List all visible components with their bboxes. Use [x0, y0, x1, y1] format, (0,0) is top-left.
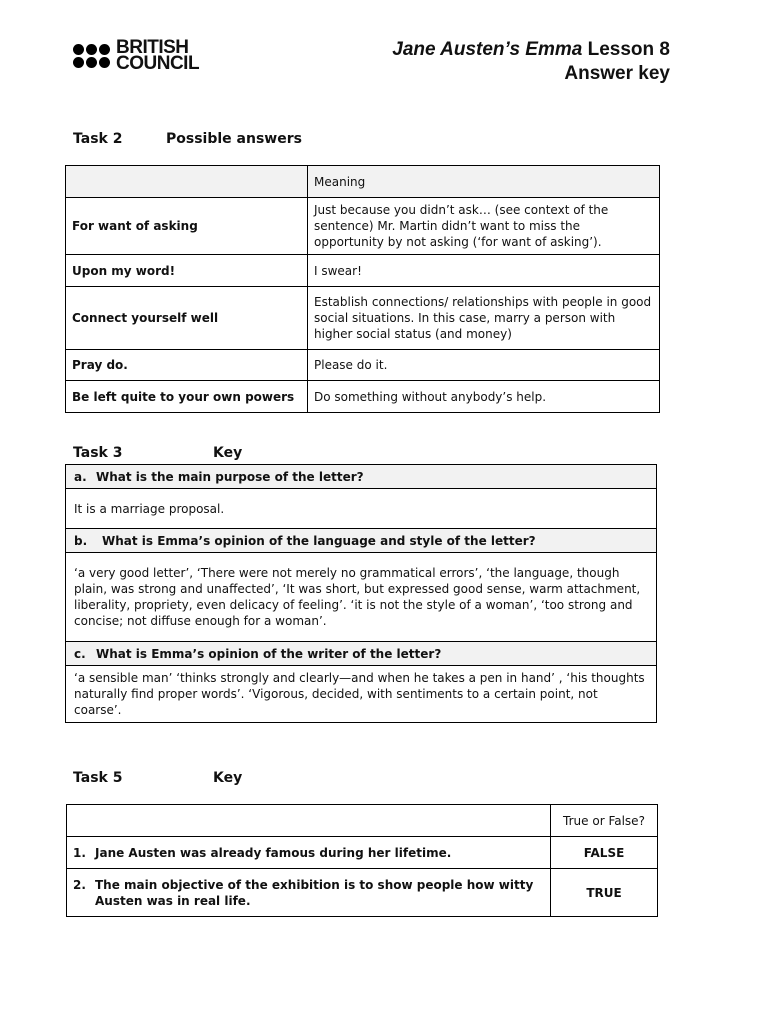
meaning-cell: Do something without anybody’s help.: [308, 381, 660, 413]
phrase-cell: Connect yourself well: [66, 287, 308, 350]
table-row: [67, 837, 658, 869]
statement-cell: 1. Jane Austen was already famous during her lifetime.: [67, 837, 551, 869]
header-cell-true-false: True or False?: [551, 805, 658, 837]
answer-cell: ‘a sensible man’ ‘thinks strongly and clearly—and when he takes a pen in hand’ , ‘his thoughts naturally find proper words’. ‘Vigorous, decided, with sentiments to a certain point, not coarse’.: [66, 666, 657, 723]
task3-table: [65, 464, 657, 723]
question-cell: b. What is Emma’s opinion of the language and style of the letter?: [66, 529, 657, 553]
meaning-cell: Just because you didn’t ask… (see context of the sentence) Mr. Martin didn’t want to miss the opportunity by not asking (‘for want of asking’).: [308, 198, 660, 255]
meaning-cell: Please do it.: [308, 350, 660, 381]
question-row: [66, 642, 657, 666]
task3-heading: Task 3 Key: [73, 445, 243, 461]
table-header-row: [66, 166, 660, 198]
table-row: [66, 287, 660, 350]
meaning-cell: I swear!: [308, 255, 660, 287]
title-subtitle: Answer key: [564, 63, 670, 84]
header-cell-blank: [67, 805, 551, 837]
header-cell-blank: [66, 166, 308, 198]
answer-cell: It is a marriage proposal.: [66, 489, 657, 529]
answer-cell: TRUE: [551, 869, 658, 917]
phrase-cell: Be left quite to your own powers: [66, 381, 308, 413]
phrase-cell: Upon my word!: [66, 255, 308, 287]
task5-table: [66, 804, 658, 917]
answer-row: [66, 666, 657, 723]
logo-dots-icon: [73, 44, 110, 68]
table-header-row: [67, 805, 658, 837]
answer-cell: ‘a very good letter’, ‘There were not merely no grammatical errors’, ‘the language, though plain, was strong and unaffected’, ‘It was short, but expressed good sense, warm attachment, liberality, propriety, even delicacy of feeling’. ‘it is not the style of a woman’, ‘too strong and concise; not diffuse enough for a woman’.: [66, 553, 657, 642]
question-row: [66, 465, 657, 489]
question-cell: a. What is the main purpose of the letter?: [66, 465, 657, 489]
title-italic: Jane Austen’s Emma: [392, 39, 583, 60]
answer-row: [66, 553, 657, 642]
table-row: [66, 381, 660, 413]
british-council-logo: [73, 37, 200, 74]
brand-name: BRITISH COUNCIL: [116, 37, 200, 74]
meaning-cell: Establish connections/ relationships with people in good social situations. In this case, marry a person with higher social status (and money): [308, 287, 660, 350]
statement-cell: 2. The main objective of the exhibition is to show people how witty Austen was in real life.: [67, 869, 551, 917]
table-row: [66, 198, 660, 255]
table-row: [67, 869, 658, 917]
task2-heading: Task 2 Possible answers: [73, 131, 302, 147]
question-row: [66, 529, 657, 553]
phrase-cell: For want of asking: [66, 198, 308, 255]
question-cell: c. What is Emma’s opinion of the writer of the letter?: [66, 642, 657, 666]
task2-table: [65, 165, 660, 413]
answer-cell: FALSE: [551, 837, 658, 869]
table-row: [66, 255, 660, 287]
document-title: [392, 38, 670, 86]
task5-heading: Task 5 Key: [73, 770, 243, 786]
phrase-cell: Pray do.: [66, 350, 308, 381]
header-cell-meaning: Meaning: [308, 166, 660, 198]
title-lesson: Lesson 8: [582, 39, 670, 60]
table-row: [66, 350, 660, 381]
answer-row: [66, 489, 657, 529]
